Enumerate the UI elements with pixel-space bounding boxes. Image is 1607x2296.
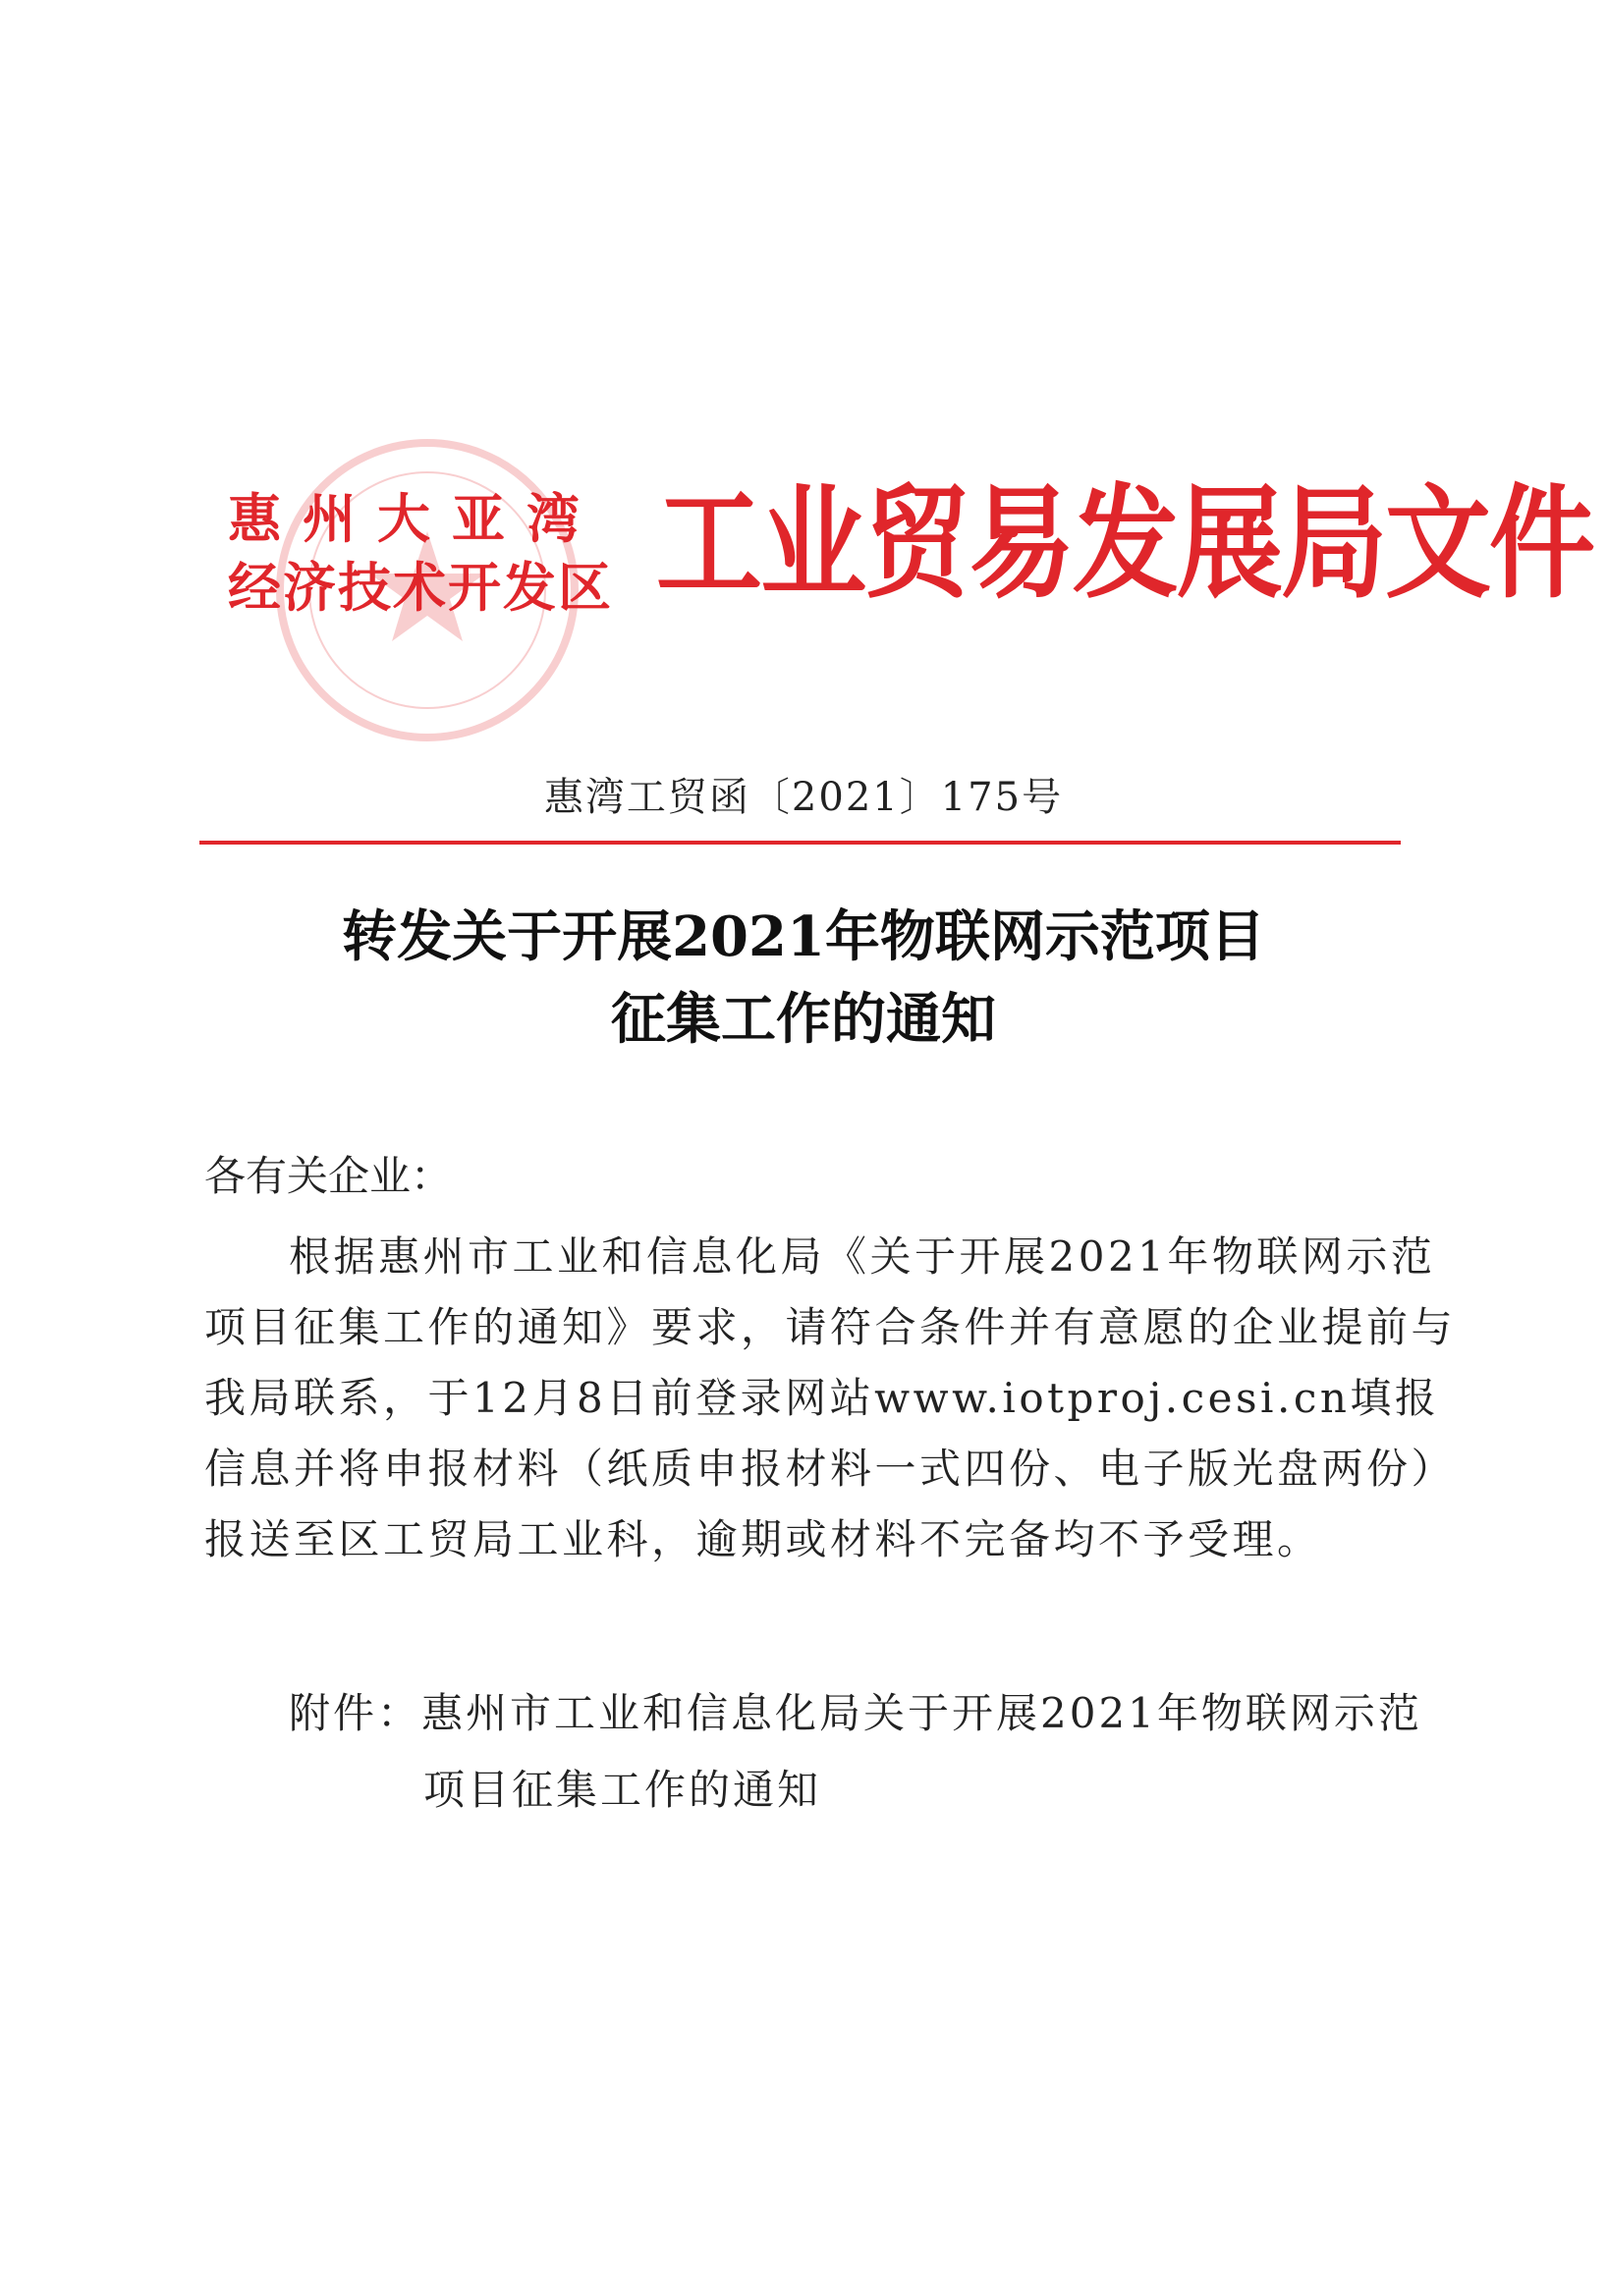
issuer-name-block [228,485,650,623]
body-line: 报送至区工贸局工业科，逾期或材料不完备均不予受理。 [204,1515,1322,1563]
title-line-1: 转发关于开展2021年物联网示范项目 [342,904,1265,969]
attachment-line-2: 项目征集工作的通知 [423,1766,822,1814]
red-divider [199,841,1401,845]
issuer-line-2: 经济技术开发区 [228,557,613,619]
body-line: 项目征集工作的通知》要求，请符合条件并有意愿的企业提前与 [204,1303,1457,1351]
body-line: 我局联系，于12月8日前登录网站www.iotproj.cesi.cn填报 [204,1374,1440,1422]
body-paragraph [204,1222,1457,1575]
attachment-note [289,1675,1422,1829]
body-line: 根据惠州市工业和信息化局《关于开展2021年物联网示范 [289,1232,1436,1281]
body-line: 信息并将申报材料（纸质申报材料一式四份、电子版光盘两份） [204,1445,1457,1493]
issuer-suffix: 工业贸易发展局文件 [656,473,1594,616]
document-title [0,896,1607,1061]
issuer-line-1: 惠州大亚湾 [228,488,601,550]
masthead [228,462,1594,629]
document-number: 惠湾工贸函〔2021〕175号 [543,775,1064,820]
attachment-line-1: 附件：惠州市工业和信息化局关于开展2021年物联网示范 [289,1689,1422,1737]
salutation: 各有关企业： [204,1152,453,1200]
title-line-2: 征集工作的通知 [611,987,996,1052]
